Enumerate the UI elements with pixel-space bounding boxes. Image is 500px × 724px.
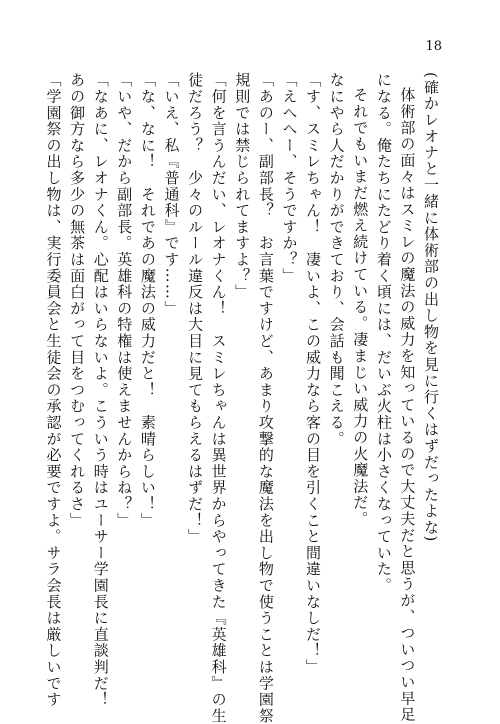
novel-text-block	[41, 72, 442, 724]
text-line: 「な、なに！ それであの魔法の威力だと！ 素晴らしい！」	[138, 72, 157, 529]
text-line: になる。俺たちにたどり着く頃には、だいぶ火柱は小さくなっていた。	[374, 72, 393, 594]
text-line: 「あのー、副部長？ お言葉ですけど、あまり攻撃的な魔法を出し物で使うことは学園祭	[256, 72, 275, 724]
text-line: 体術部の面々はスミレの魔法の威力を知っているので大丈夫だと思うが、ついつい早足	[398, 87, 417, 723]
text-line: 徒だろう？ 少々のルール違反は大目に見てもらえるはずだ！」	[186, 72, 205, 545]
text-line: 規則では禁じられてますよ？」	[233, 72, 252, 301]
text-line: それでもいまだ燃え続けている。凄まじい威力の火魔法だ。	[351, 87, 370, 528]
text-line: なにやら人だかりができており、会話も聞こえる。	[327, 72, 346, 447]
page-number: 18	[425, 39, 442, 54]
text-line: 「えへへー、そうですか？」	[280, 72, 299, 284]
text-line: 「す、スミレちゃん！ 凄いよ、この威力なら客の目を引くこと間違いなしだ！」	[304, 72, 323, 676]
text-line: 「何を言うんだい、レオナくん！ スミレちゃんは異世界からやってきた『英雄科』の生	[209, 72, 228, 724]
text-line: 「いえ、私『普通科』です……」	[162, 72, 181, 317]
text-line: あの御方なら多少の無茶は面白がって目をつむってくれるさ」	[68, 72, 87, 529]
text-line: 「いや、だから副部長。英雄科の特権は使えませんからね？」	[115, 72, 134, 529]
text-line: (確かレオナと一緒に体術部の出し物を見に行くはずだったよな)	[422, 72, 440, 543]
text-line: 「学園祭の出し物は、実行委員会と生徒会の承認が必要ですよ。サラ会長は厳しいです	[44, 72, 63, 708]
text-line: 「なあに、レオナくん。心配はいらないよ。こういう時はユーサー学園長に直談判だ！	[91, 72, 110, 708]
